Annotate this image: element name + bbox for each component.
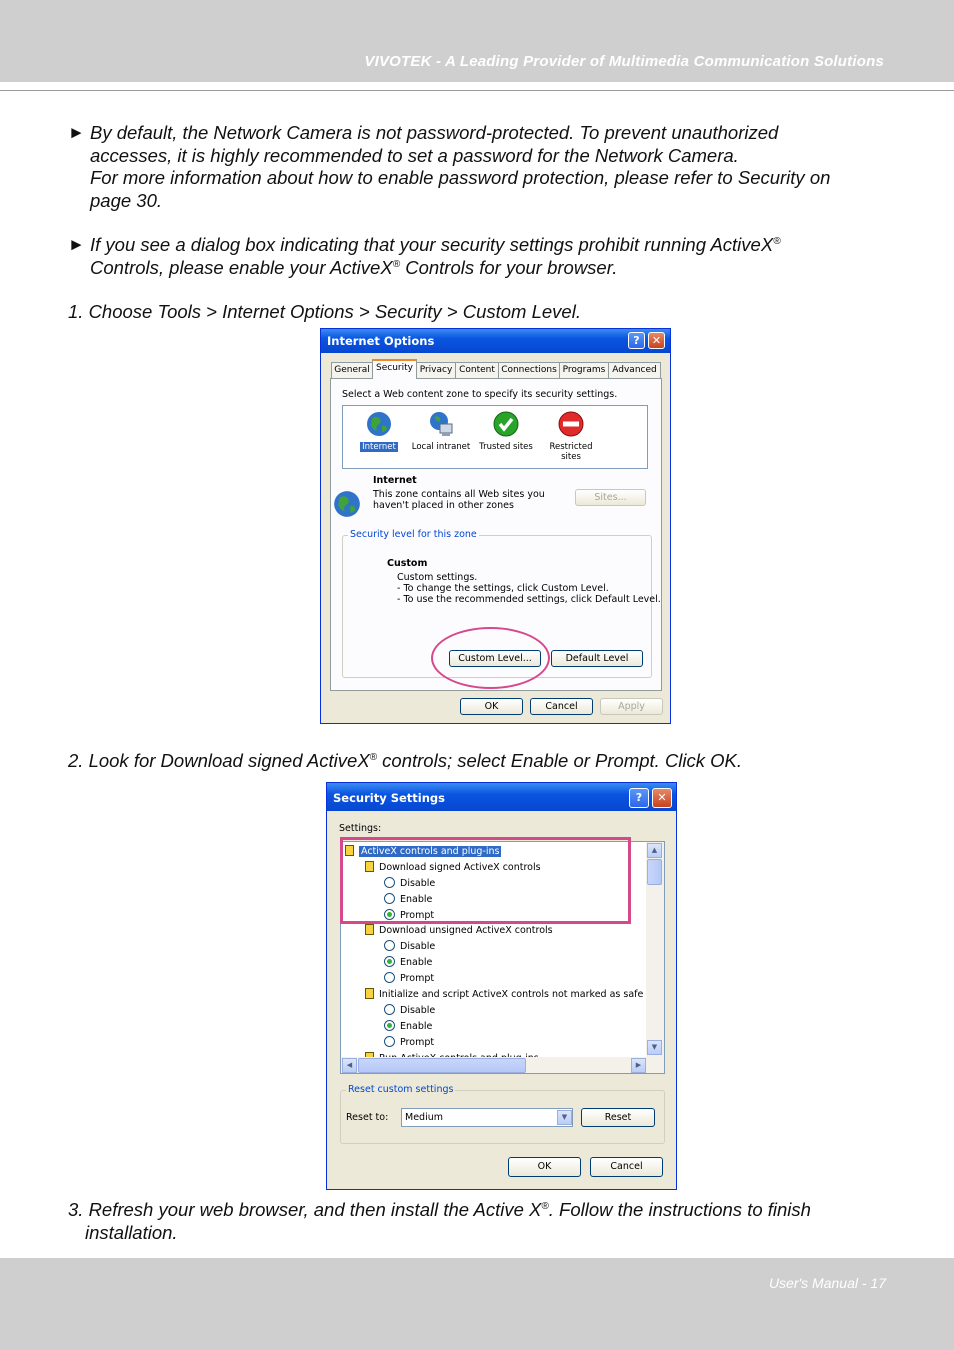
header-title: VIVOTEK - A Leading Provider of Multimedia Communication Solutions: [364, 53, 884, 70]
bullet-arrow: ►: [68, 235, 85, 254]
scroll-up-icon[interactable]: ▲: [647, 843, 662, 858]
tab-general[interactable]: General: [331, 362, 373, 378]
radio-icon: [384, 1004, 395, 1015]
zone-local-intranet[interactable]: Local intranet: [405, 410, 477, 452]
reset-group-label: Reset custom settings: [348, 1084, 454, 1095]
ok-button[interactable]: OK: [508, 1157, 581, 1177]
zone-trusted-sites[interactable]: Trusted sites: [470, 410, 542, 452]
security-level-desc1: Custom settings.: [397, 572, 478, 583]
zone-description-line1: This zone contains all Web sites you: [373, 489, 545, 500]
tab-programs[interactable]: Programs: [559, 362, 609, 378]
globe-icon: [332, 489, 362, 519]
dialog-title: Security Settings: [327, 783, 676, 811]
help-icon[interactable]: ?: [628, 332, 645, 349]
help-icon[interactable]: ?: [629, 788, 649, 808]
setting-download-signed[interactable]: Download signed ActiveX controls: [365, 861, 541, 873]
close-icon[interactable]: ✕: [652, 788, 672, 808]
reset-button[interactable]: Reset: [581, 1108, 655, 1127]
zone-heading: Internet: [373, 475, 417, 486]
radio-icon: [384, 972, 395, 983]
option-enable[interactable]: Enable: [384, 893, 432, 905]
apply-button[interactable]: Apply: [600, 698, 663, 715]
tab-privacy[interactable]: Privacy: [416, 362, 456, 378]
option-enable[interactable]: Enable: [384, 1020, 432, 1032]
tab-content[interactable]: Content: [455, 362, 499, 378]
radio-selected-icon: [384, 956, 395, 967]
bullet-arrow: ►: [68, 123, 85, 142]
shield-icon: [365, 988, 374, 999]
zone-internet[interactable]: Internet: [343, 410, 415, 452]
step-2-text: 2. Look for Download signed ActiveX® controls; select Enable or Prompt. Click OK.: [68, 750, 743, 771]
sites-button[interactable]: Sites...: [575, 489, 646, 506]
security-level-desc3: - To use the recommended settings, click Default Level.: [397, 594, 661, 605]
option-prompt[interactable]: Prompt: [384, 1036, 434, 1048]
close-icon[interactable]: ✕: [648, 332, 665, 349]
reset-to-label: Reset to:: [346, 1112, 389, 1123]
tab-connections[interactable]: Connections: [498, 362, 560, 378]
scroll-thumb[interactable]: [647, 859, 662, 885]
option-disable[interactable]: Disable: [384, 877, 435, 889]
tab-security[interactable]: Security: [372, 359, 417, 379]
custom-level-highlight: [431, 627, 550, 689]
scroll-down-icon[interactable]: ▼: [647, 1040, 662, 1055]
option-enable[interactable]: Enable: [384, 956, 432, 968]
category-row[interactable]: ActiveX controls and plug-ins: [345, 845, 501, 857]
shield-icon: [365, 924, 374, 935]
option-prompt[interactable]: Prompt: [384, 909, 434, 921]
dialog-title: Internet Options: [321, 329, 670, 353]
setting-download-unsigned[interactable]: Download unsigned ActiveX controls: [365, 924, 553, 936]
checkmark-icon: [492, 410, 520, 438]
globe-icon: [365, 410, 393, 438]
security-level-label: Security level for this zone: [350, 529, 477, 540]
radio-selected-icon: [384, 1020, 395, 1031]
tab-advanced[interactable]: Advanced: [608, 362, 661, 378]
header-divider: [0, 90, 954, 91]
chevron-down-icon[interactable]: ▼: [557, 1110, 572, 1125]
reset-level-select[interactable]: Medium ▼: [401, 1108, 573, 1127]
custom-level-button[interactable]: Custom Level...: [449, 650, 541, 667]
download-signed-highlight: [340, 837, 631, 924]
cancel-button[interactable]: Cancel: [590, 1157, 663, 1177]
security-level-name: Custom: [387, 558, 428, 569]
bullet-activex-note: If you see a dialog box indicating that your security settings prohibit running ActiveX® Controls, please enable your ActiveX® Controls for your browser.: [90, 234, 781, 278]
default-level-button[interactable]: Default Level: [551, 650, 643, 667]
zone-prompt: Select a Web content zone to specify its security settings.: [342, 389, 618, 400]
reset-custom-group: [340, 1084, 665, 1144]
step-3-text: 3. Refresh your web browser, and then install the Active X®. Follow the instructions to finish installation.: [68, 1199, 811, 1243]
zone-restricted-sites[interactable]: Restricted sites: [535, 410, 607, 462]
footer-band: [0, 1258, 954, 1350]
radio-icon: [384, 940, 395, 951]
radio-icon: [384, 1036, 395, 1047]
zone-list[interactable]: [342, 405, 648, 469]
scroll-left-icon[interactable]: ◀: [342, 1058, 357, 1073]
option-disable[interactable]: Disable: [384, 940, 435, 952]
scroll-thumb-horizontal[interactable]: [358, 1058, 526, 1073]
zone-description-line2: haven't placed in other zones: [373, 500, 514, 511]
bullet-password-note: By default, the Network Camera is not password-protected. To prevent unauthorized accesses, it is highly recommended to set a password for the Network Camera. For more information about how to enable password protection, please refer to Security on page 30.: [90, 122, 831, 211]
option-disable[interactable]: Disable: [384, 1004, 435, 1016]
no-entry-icon: [557, 410, 585, 438]
cancel-button[interactable]: Cancel: [530, 698, 593, 715]
scroll-right-icon[interactable]: ▶: [631, 1058, 646, 1073]
ok-button[interactable]: OK: [460, 698, 523, 715]
security-level-desc2: - To change the settings, click Custom Level.: [397, 583, 609, 594]
settings-label: Settings:: [339, 823, 382, 834]
intranet-icon: [426, 410, 456, 438]
footer-page-label: User's Manual - 17: [768, 1275, 886, 1291]
setting-initialize-script[interactable]: Initialize and script ActiveX controls not marked as safe: [365, 988, 643, 1000]
step-1-text: 1. Choose Tools > Internet Options > Security > Custom Level.: [68, 301, 581, 322]
option-prompt[interactable]: Prompt: [384, 972, 434, 984]
